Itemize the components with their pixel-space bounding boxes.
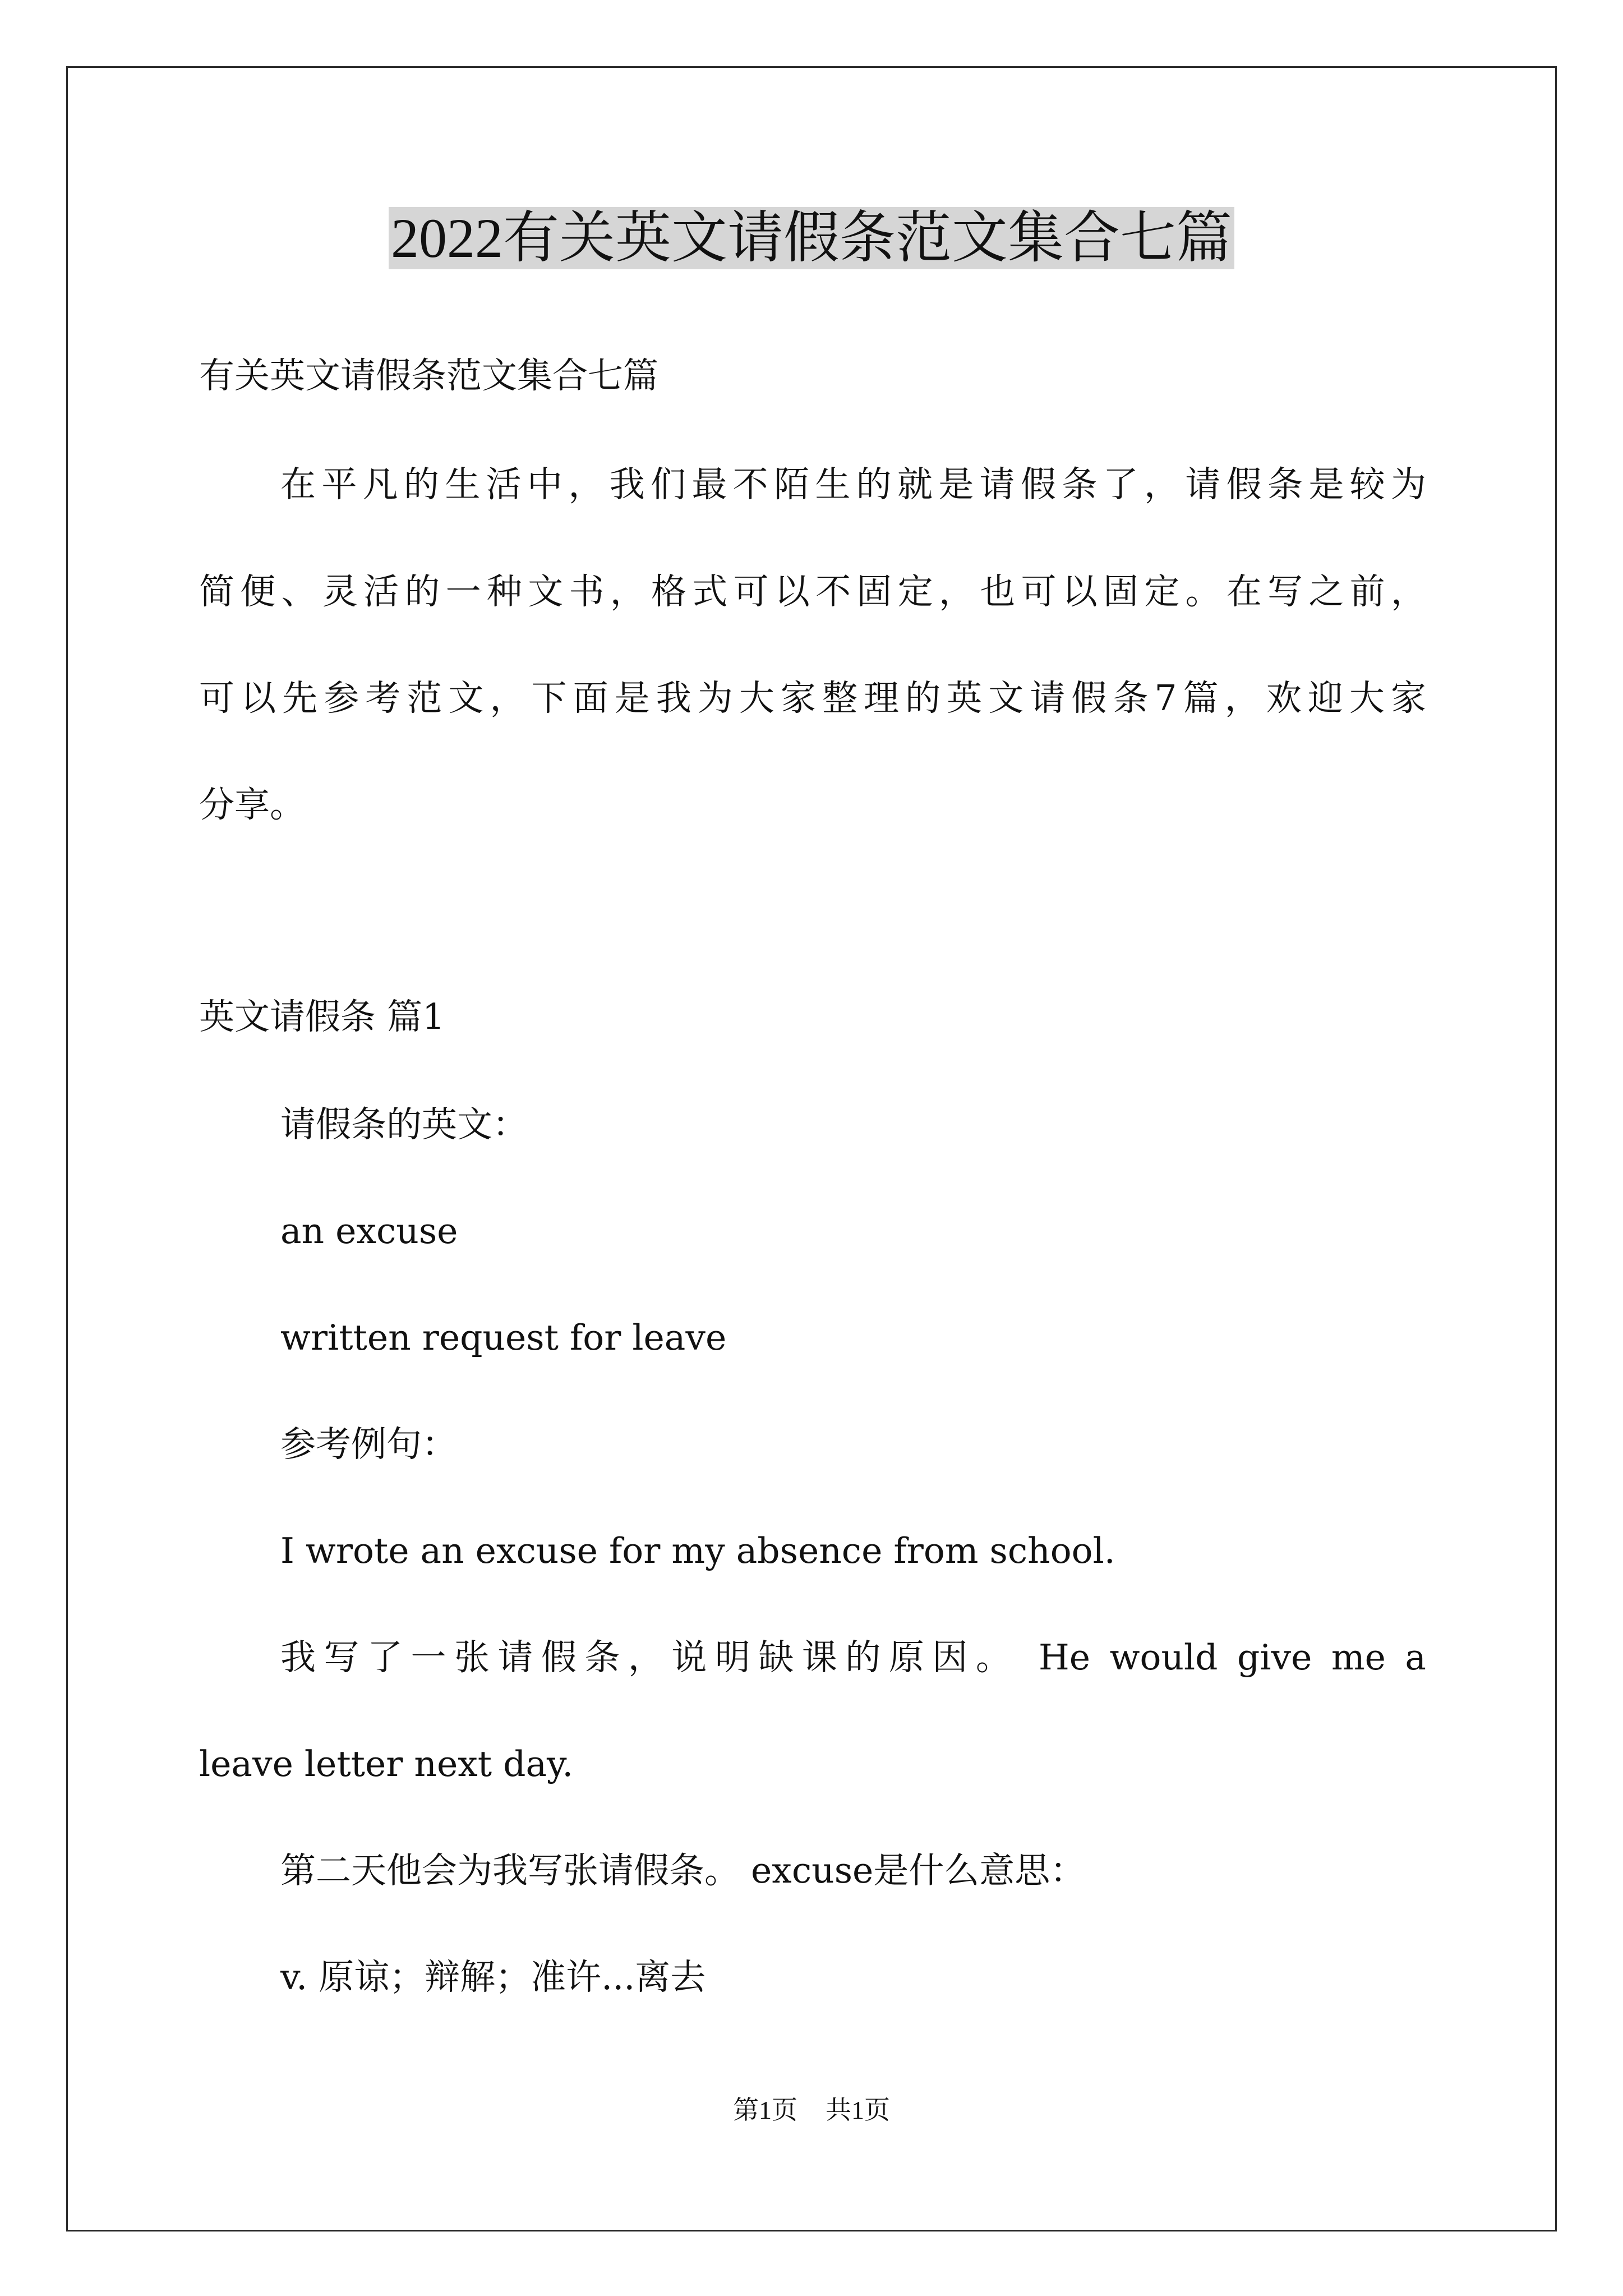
- body-line-8: 第二天他会为我写张请假条。 excuse是什么意思：: [280, 1850, 1086, 1891]
- body-line-6: 我写了一张请假条，说明缺课的原因。 He would give me a: [280, 1637, 1426, 1678]
- body-line-2: an excuse: [280, 1211, 458, 1251]
- page-footer: [0, 2093, 1623, 2127]
- page-number-current: 第1页: [733, 2096, 797, 2124]
- page-number-total: 共1页: [826, 2096, 890, 2124]
- body-line-3: written request for leave: [280, 1317, 727, 1358]
- body-line-1: 请假条的英文：: [280, 1104, 528, 1145]
- body-line-4: 参考例句：: [280, 1424, 457, 1465]
- body-line-5: I wrote an excuse for my absence from school.: [280, 1530, 1115, 1571]
- intro-line-3: 可以先参考范文，下面是我为大家整理的英文请假条7篇，欢迎大家: [199, 678, 1426, 719]
- intro-line-1: 在平凡的生活中，我们最不陌生的就是请假条了，请假条是较为: [280, 464, 1426, 505]
- intro-line-4: 分享。: [199, 784, 305, 825]
- body-line-7: leave letter next day.: [199, 1743, 574, 1784]
- document-title: [0, 199, 1623, 278]
- document-title-text: 2022有关英文请假条范文集合七篇: [389, 207, 1234, 269]
- body-line-9: v. 原谅；辩解；准许...离去: [280, 1957, 706, 1998]
- section-heading: 英文请假条 篇1: [199, 996, 445, 1037]
- intro-line-2: 简便、灵活的一种文书，格式可以不固定，也可以固定。在写之前，: [199, 571, 1426, 612]
- document-subtitle: 有关英文请假条范文集合七篇: [199, 355, 658, 396]
